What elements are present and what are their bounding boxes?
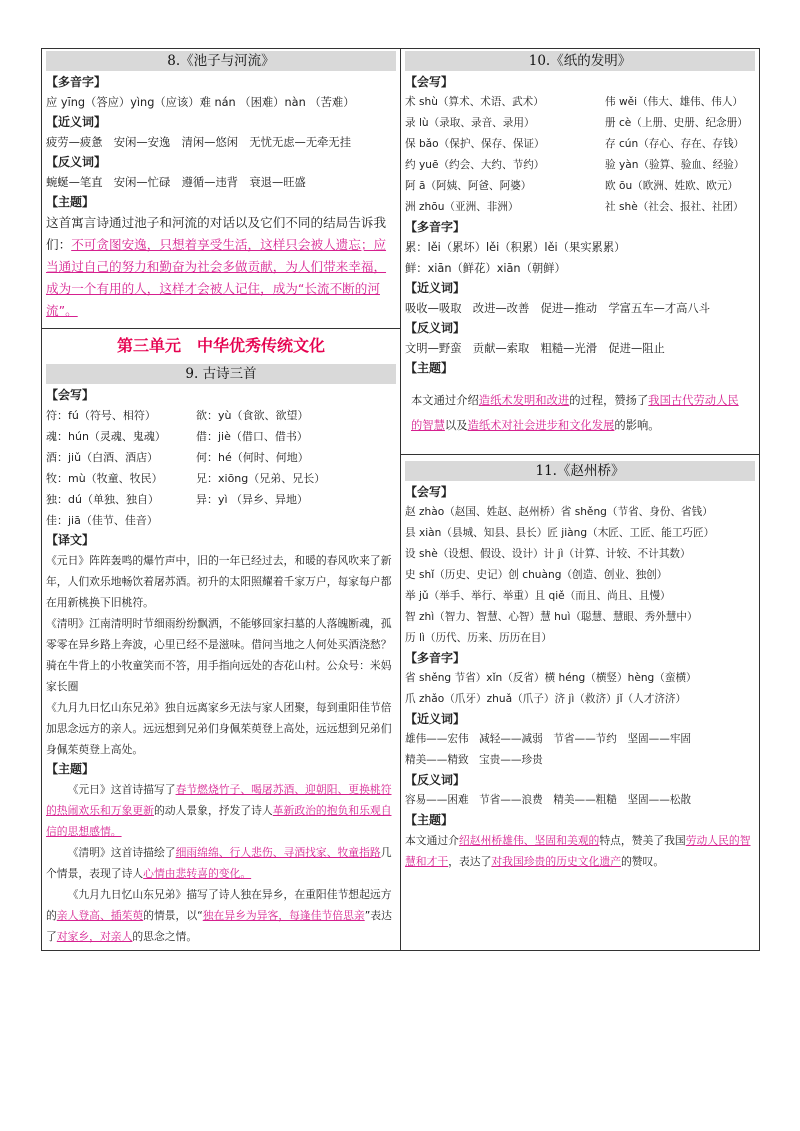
polyphone-header: 【多音字】 bbox=[405, 651, 466, 665]
writing-item bbox=[196, 510, 396, 531]
writing-item: 术 shù（算术、术语、武术） bbox=[405, 96, 544, 108]
text: ”表达了 bbox=[46, 909, 392, 943]
writing-item: 阿 ā（阿姨、阿爸、阿婆） bbox=[405, 180, 532, 192]
highlight: 我国古代劳动人民的智慧 bbox=[411, 394, 739, 432]
text: 的过程，赞扬了 bbox=[569, 394, 649, 407]
text: 特点，赞美了我国 bbox=[599, 834, 686, 847]
writing-item: 异：yì （异乡、异地） bbox=[196, 493, 309, 506]
writing-line: 县 xiàn（县城、知县、县长）匠 jiàng（木匠、工匠、能工巧匠） bbox=[405, 527, 715, 539]
theme-header: 【主题】 bbox=[46, 762, 95, 776]
divider bbox=[401, 454, 759, 455]
antonym-line: 容易——困难 节省——浪费 精美——粗糙 坚固——松散 bbox=[405, 794, 692, 806]
theme-jiuyue bbox=[46, 884, 396, 947]
highlight: 造纸术发明和改进 bbox=[478, 394, 570, 407]
writing-item: 佳：jiā（佳节、佳音） bbox=[46, 514, 158, 527]
polyphone-line: 鲜：xiān（鲜花）xiān（朝鲜） bbox=[405, 262, 566, 275]
writing-item: 验 yàn（验算、验血、经验） bbox=[605, 159, 745, 171]
theme-header: 【主题】 bbox=[405, 361, 454, 375]
text: 以及 bbox=[444, 419, 468, 432]
writing-line: 举 jǔ（举手、举行、举重）且 qiě（而且、尚且、且慢） bbox=[405, 590, 671, 602]
highlight: 对我国珍贵的历史文化遗产 bbox=[491, 855, 621, 868]
lesson-11-title: 11.《赵州桥》 bbox=[405, 461, 755, 481]
text: 几个情景，表现了诗人 bbox=[46, 846, 392, 880]
polyphone-line: 爪 zhǎo（爪牙）zhuǎ（爪子）济 jì（救济）jǐ（人才济济） bbox=[405, 693, 687, 705]
synonym-header: 【近义词】 bbox=[46, 115, 107, 129]
writing-line: 史 shǐ（历史、史记）创 chuàng（创造、创业、独创） bbox=[405, 569, 668, 581]
writing-item: 伟 wěi（伟大、雄伟、伟人） bbox=[605, 96, 744, 108]
highlight: 绍赵州桥雄伟、坚固和美观的 bbox=[458, 834, 600, 847]
synonym-line: 吸收—吸取 改进—改善 促进—推动 学富五车—才高八斗 bbox=[405, 302, 711, 315]
writing-line: 设 shè（设想、假设、设计）计 jì（计算、计较、不计其数） bbox=[405, 548, 691, 560]
writing-item: 册 cè（上册、史册、纪念册） bbox=[605, 117, 748, 129]
writing-item: 保 bǎo（保护、保存、保证） bbox=[405, 138, 545, 150]
highlight: 细雨绵绵、行人悲伤、寻酒找家、牧童指路 bbox=[175, 846, 381, 859]
writing-line: 智 zhì（智力、智慧、心智）慧 huì（聪慧、慧眼、秀外慧中） bbox=[405, 611, 698, 623]
highlight: 亲人登高、插茱萸 bbox=[56, 909, 144, 922]
writing-item: 洲 zhōu（亚洲、非洲） bbox=[405, 201, 519, 213]
synonym-header: 【近义词】 bbox=[405, 712, 466, 726]
writing-item: 独：dú（单独、独自） bbox=[46, 493, 159, 506]
writing-item: 约 yuē（约会、大约、节约） bbox=[405, 159, 545, 171]
writing-item: 欲：yù（食欲、欲望） bbox=[196, 409, 309, 422]
text: 的思念之情。 bbox=[132, 930, 198, 943]
right-column bbox=[401, 49, 759, 950]
text: 的赞叹。 bbox=[620, 855, 665, 868]
text: 《元日》这首诗描写了 bbox=[67, 783, 176, 796]
writing-item: 符：fú（符号、相符） bbox=[46, 409, 156, 422]
antonym-header: 【反义词】 bbox=[405, 321, 466, 335]
polyphone-line: 省 shěng 节省）xǐn（反省）横 héng（横竖）hèng（蛮横） bbox=[405, 672, 697, 684]
writing-header: 【会写】 bbox=[405, 75, 454, 89]
theme-header: 【主题】 bbox=[405, 813, 454, 827]
highlight: 春节燃烧竹子、喝屠苏酒、迎朝阳、更换桃符的热闹欢乐和万象更新 bbox=[46, 783, 392, 817]
highlight: 革新政治的抱负和乐观自信的思想感情。 bbox=[46, 804, 392, 838]
writing-item: 酒：jiǔ（白酒、酒店） bbox=[46, 451, 159, 464]
writing-item: 欧 ōu（欧洲、姓欧、欧元） bbox=[605, 180, 739, 192]
translation-yuanri: 《元日》阵阵轰鸣的爆竹声中，旧的一年已经过去，和暖的春风吹来了新年，人们欢乐地畅饮着屠苏酒。初升的太阳照耀着千家万户，每家每户都在用新桃换下旧桃符。 bbox=[46, 554, 392, 609]
lesson-11-section bbox=[401, 454, 759, 872]
text: 的影响。 bbox=[614, 419, 660, 432]
writing-item: 牧：mù（牧童、牧民） bbox=[46, 472, 163, 485]
highlight: 对家乡，对亲人 bbox=[56, 930, 133, 943]
text: 本文通过介 bbox=[405, 834, 459, 847]
text: 的动人景象，抒发了诗人 bbox=[153, 804, 273, 817]
theme-header: 【主题】 bbox=[46, 195, 95, 209]
study-sheet bbox=[41, 48, 760, 951]
translation-jiuyue: 《九月九日忆山东兄弟》独自远离家乡无法与家人团聚，每到重阳佳节倍加思念远方的亲人。远远想到兄弟们身佩茱萸登上高处，远远想到兄弟们身佩茱萸登上高处。 bbox=[46, 701, 392, 756]
writing-line: 赵 zhào（赵国、姓赵、赵州桥）省 shěng（节省、身份、省钱） bbox=[405, 506, 713, 518]
lesson-9-title: 9. 古诗三首 bbox=[46, 364, 396, 384]
writing-item: 何：hé（何时、何地） bbox=[196, 451, 309, 464]
polyphone-header: 【多音字】 bbox=[405, 220, 466, 234]
lesson-10-title: 10.《纸的发明》 bbox=[405, 51, 755, 71]
highlight: 劳动人民的智慧和才干 bbox=[405, 834, 751, 868]
writing-item: 存 cún（存心、存在、存钱） bbox=[605, 138, 745, 150]
highlight: 独在异乡为异客，每逢佳节倍思亲 bbox=[202, 909, 365, 922]
text: 《九月九日忆山东兄弟》描写了诗人独在异乡，在重阳佳节想起远方的 bbox=[46, 888, 392, 922]
lesson-9-section bbox=[42, 328, 400, 947]
writing-item: 录 lù（录取、录音、录用） bbox=[405, 117, 535, 129]
lesson-8-section bbox=[42, 51, 400, 322]
highlight: 心情由悲转喜的变化。 bbox=[143, 867, 252, 880]
polyphone-header: 【多音字】 bbox=[46, 75, 107, 89]
writing-grid bbox=[46, 405, 396, 531]
writing-item: 社 shè（社会、报社、社团） bbox=[605, 201, 744, 213]
antonym-header: 【反义词】 bbox=[46, 155, 107, 169]
theme-qingming bbox=[46, 842, 396, 884]
synonym-line: 疲劳—疲惫 安闲—安逸 清闲—悠闲 无忧无虑—无牵无挂 bbox=[46, 136, 352, 149]
theme-text bbox=[405, 830, 755, 872]
translation-qingming: 《清明》江南清明时节细雨纷纷飘洒，不能够回家扫墓的人落魄断魂，孤零零在异乡路上奔波，心里已经不是滋味。借问当地之人何处买酒浇愁？骑在牛背上的小牧童笑而不答，用手指向远处的杏花山村。公众号：米妈家长圈 bbox=[46, 617, 392, 693]
writing-header: 【会写】 bbox=[405, 485, 454, 499]
polyphone-line: 应 yīng（答应）yìng（应该）难 nán （困难）nàn （苦难） bbox=[46, 96, 355, 109]
text: ，表达了 bbox=[448, 855, 492, 868]
theme-text-plain: 这首寓言诗通过池子和河流的对话以及它们不同的结局告诉我们： bbox=[46, 215, 387, 252]
writing-item: 借：jiè（借口、借书） bbox=[196, 430, 308, 443]
highlight: 造纸术对社会进步和文化发展 bbox=[467, 419, 615, 432]
polyphone-line: 累：lěi（累坏）lěi（积累）lěi（果实累累） bbox=[405, 241, 626, 254]
synonym-line: 雄伟——宏伟 减轻——减弱 节省——节约 坚固——牢固 bbox=[405, 733, 692, 745]
theme-text bbox=[46, 212, 396, 322]
theme-text bbox=[409, 384, 751, 442]
writing-line: 历 lì（历代、历来、历历在目） bbox=[405, 632, 552, 644]
lesson-8-title: 8.《池子与河流》 bbox=[46, 51, 396, 71]
theme-text-highlight: 不可贪图安逸，只想着享受生活，这样只会被人遗忘；应当通过自己的努力和勤奋为社会多做贡献，为人们带来幸福，成为一个有用的人，这样才会被人记住，成为“长流不断的河流”。 bbox=[46, 237, 387, 318]
text: 的情景，以“ bbox=[143, 909, 203, 922]
synonym-line: 精美——精致 宝贵——珍贵 bbox=[405, 754, 543, 766]
antonym-line: 文明—野蛮 贡献—索取 粗糙—光滑 促进—阻止 bbox=[405, 342, 665, 355]
text: 本文通过介绍 bbox=[411, 394, 479, 407]
writing-item: 兄：xiōng（兄弟、兄长） bbox=[196, 472, 326, 485]
synonym-header: 【近义词】 bbox=[405, 281, 466, 295]
theme-yuanri bbox=[46, 779, 396, 842]
writing-item: 魂：hún（灵魂、鬼魂） bbox=[46, 430, 166, 443]
lesson-10-section bbox=[401, 51, 759, 442]
text: 《清明》这首诗描绘了 bbox=[67, 846, 176, 859]
writing-header: 【会写】 bbox=[46, 388, 95, 402]
unit-3-title: 第三单元 中华优秀传统文化 bbox=[42, 328, 400, 362]
left-column bbox=[42, 49, 401, 950]
antonym-header: 【反义词】 bbox=[405, 773, 466, 787]
antonym-line: 蜿蜒—笔直 安闲—忙碌 遵循—违背 衰退—旺盛 bbox=[46, 176, 306, 189]
writing-grid bbox=[405, 92, 755, 218]
translation-header: 【译文】 bbox=[46, 533, 95, 547]
